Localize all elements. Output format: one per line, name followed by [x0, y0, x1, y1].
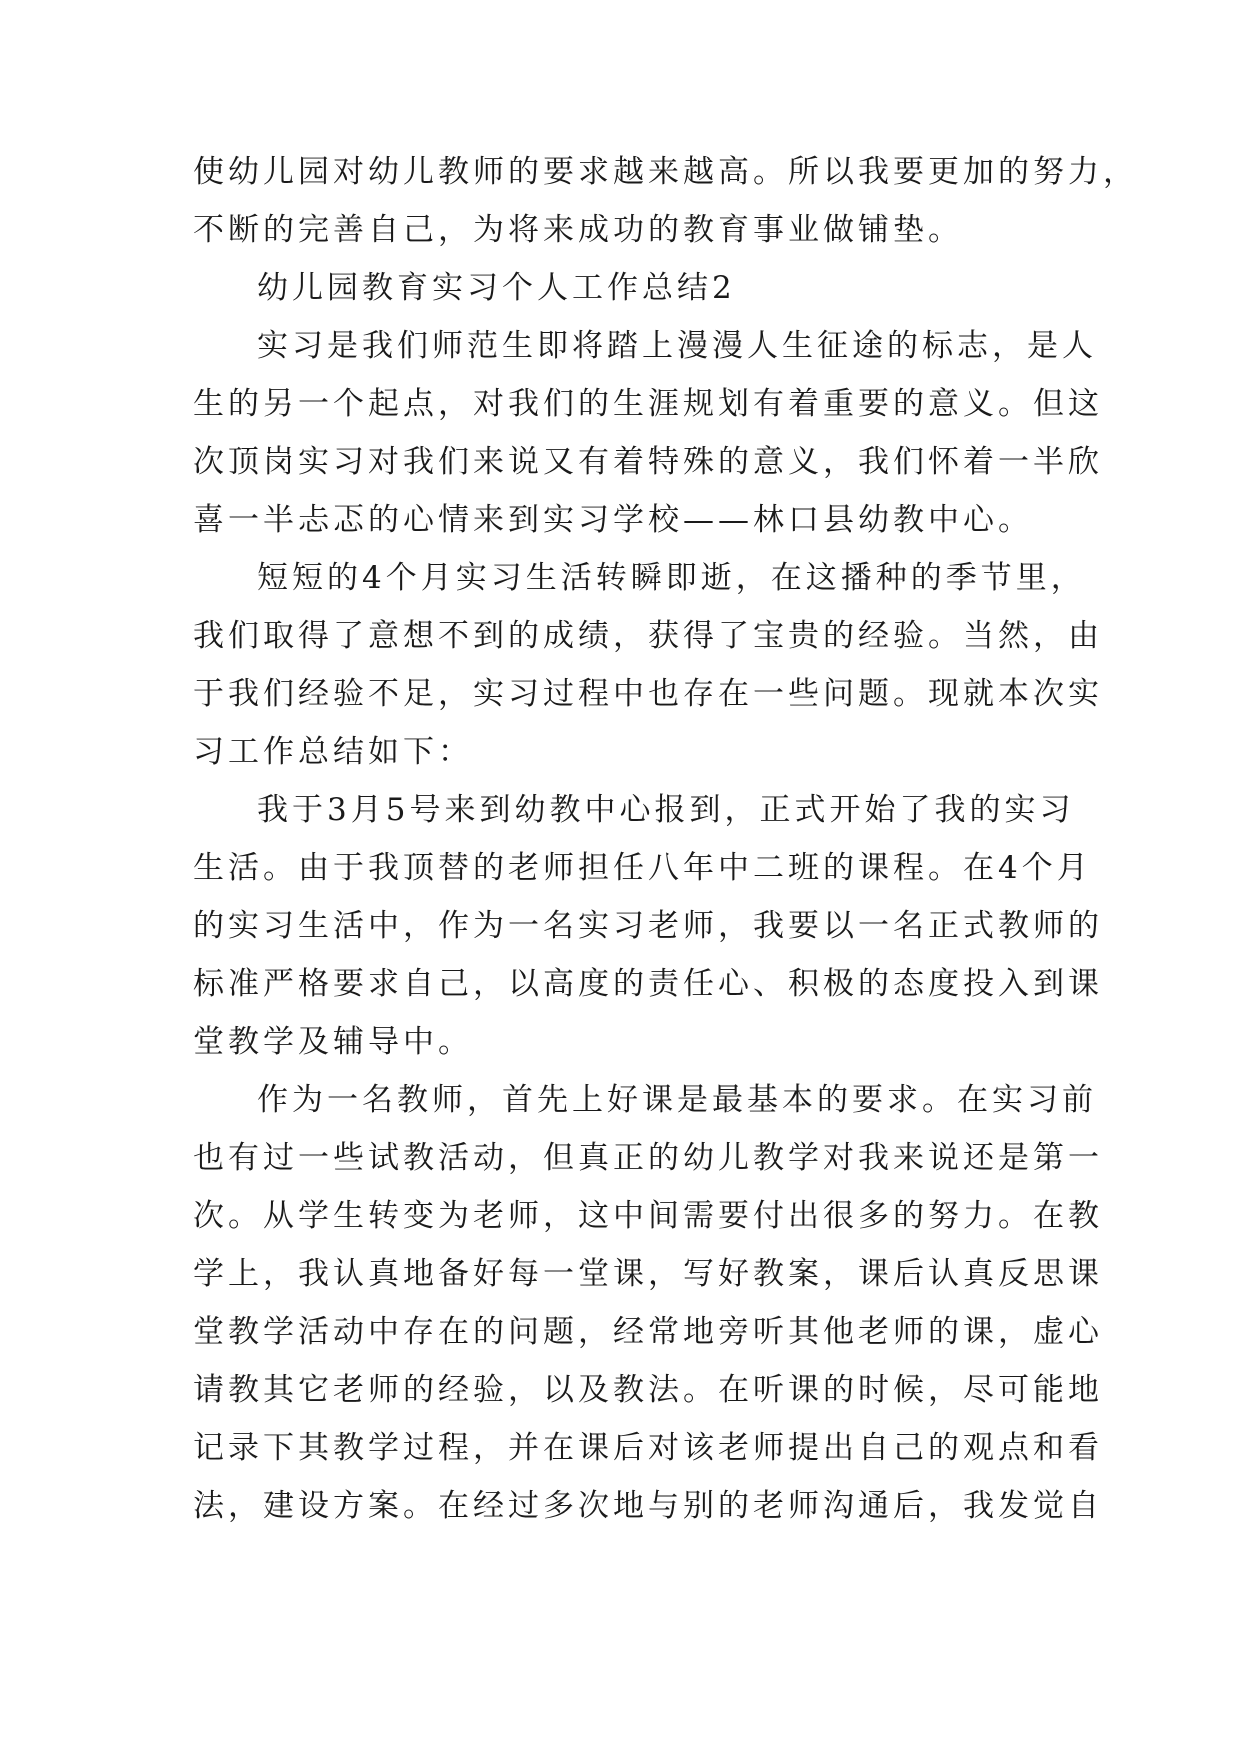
text-line: 请教其它老师的经验，以及教法。在听课的时候，尽可能地	[193, 1372, 1103, 1408]
text-line: 法，建设方案。在经过多次地与别的老师沟通后，我发觉自	[193, 1488, 1103, 1524]
text-line: 不断的完善自己，为将来成功的教育事业做铺垫。	[193, 212, 963, 248]
text-line: 作为一名教师，首先上好课是最基本的要求。在实习前	[257, 1082, 1097, 1118]
text-line: 的实习生活中，作为一名实习老师，我要以一名正式教师的	[193, 908, 1103, 944]
text-line: 习工作总结如下：	[193, 734, 473, 770]
text-line: 实习是我们师范生即将踏上漫漫人生征途的标志，是人	[257, 328, 1097, 364]
text-line: 生的另一个起点，对我们的生涯规划有着重要的意义。但这	[193, 386, 1103, 422]
text-line: 生活。由于我顶替的老师担任八年中二班的课程。在4个月	[193, 850, 1092, 886]
text-line: 次顶岗实习对我们来说又有着特殊的意义，我们怀着一半欣	[193, 444, 1103, 480]
text-line: 喜一半忐忑的心情来到实习学校——林口县幼教中心。	[193, 502, 1033, 538]
text-line: 记录下其教学过程，并在课后对该老师提出自己的观点和看	[193, 1430, 1103, 1466]
text-line: 学上，我认真地备好每一堂课，写好教案，课后认真反思课	[193, 1256, 1103, 1292]
text-line: 短短的4个月实习生活转瞬即逝，在这播种的季节里，	[257, 560, 1086, 596]
text-line: 堂教学及辅导中。	[193, 1024, 473, 1060]
section-heading: 幼儿园教育实习个人工作总结2	[257, 270, 736, 306]
text-line: 我们取得了意想不到的成绩，获得了宝贵的经验。当然，由	[193, 618, 1103, 654]
text-line: 次。从学生转变为老师，这中间需要付出很多的努力。在教	[193, 1198, 1103, 1234]
text-line: 于我们经验不足，实习过程中也存在一些问题。现就本次实	[193, 676, 1103, 712]
text-line: 我于3月5号来到幼教中心报到，正式开始了我的实习	[257, 792, 1075, 828]
text-line: 使幼儿园对幼儿教师的要求越来越高。所以我要更加的努力，	[193, 154, 1138, 190]
text-line: 标准严格要求自己，以高度的责任心、积极的态度投入到课	[193, 966, 1103, 1002]
text-line: 也有过一些试教活动，但真正的幼儿教学对我来说还是第一	[193, 1140, 1103, 1176]
text-line: 堂教学活动中存在的问题，经常地旁听其他老师的课，虚心	[193, 1314, 1103, 1350]
